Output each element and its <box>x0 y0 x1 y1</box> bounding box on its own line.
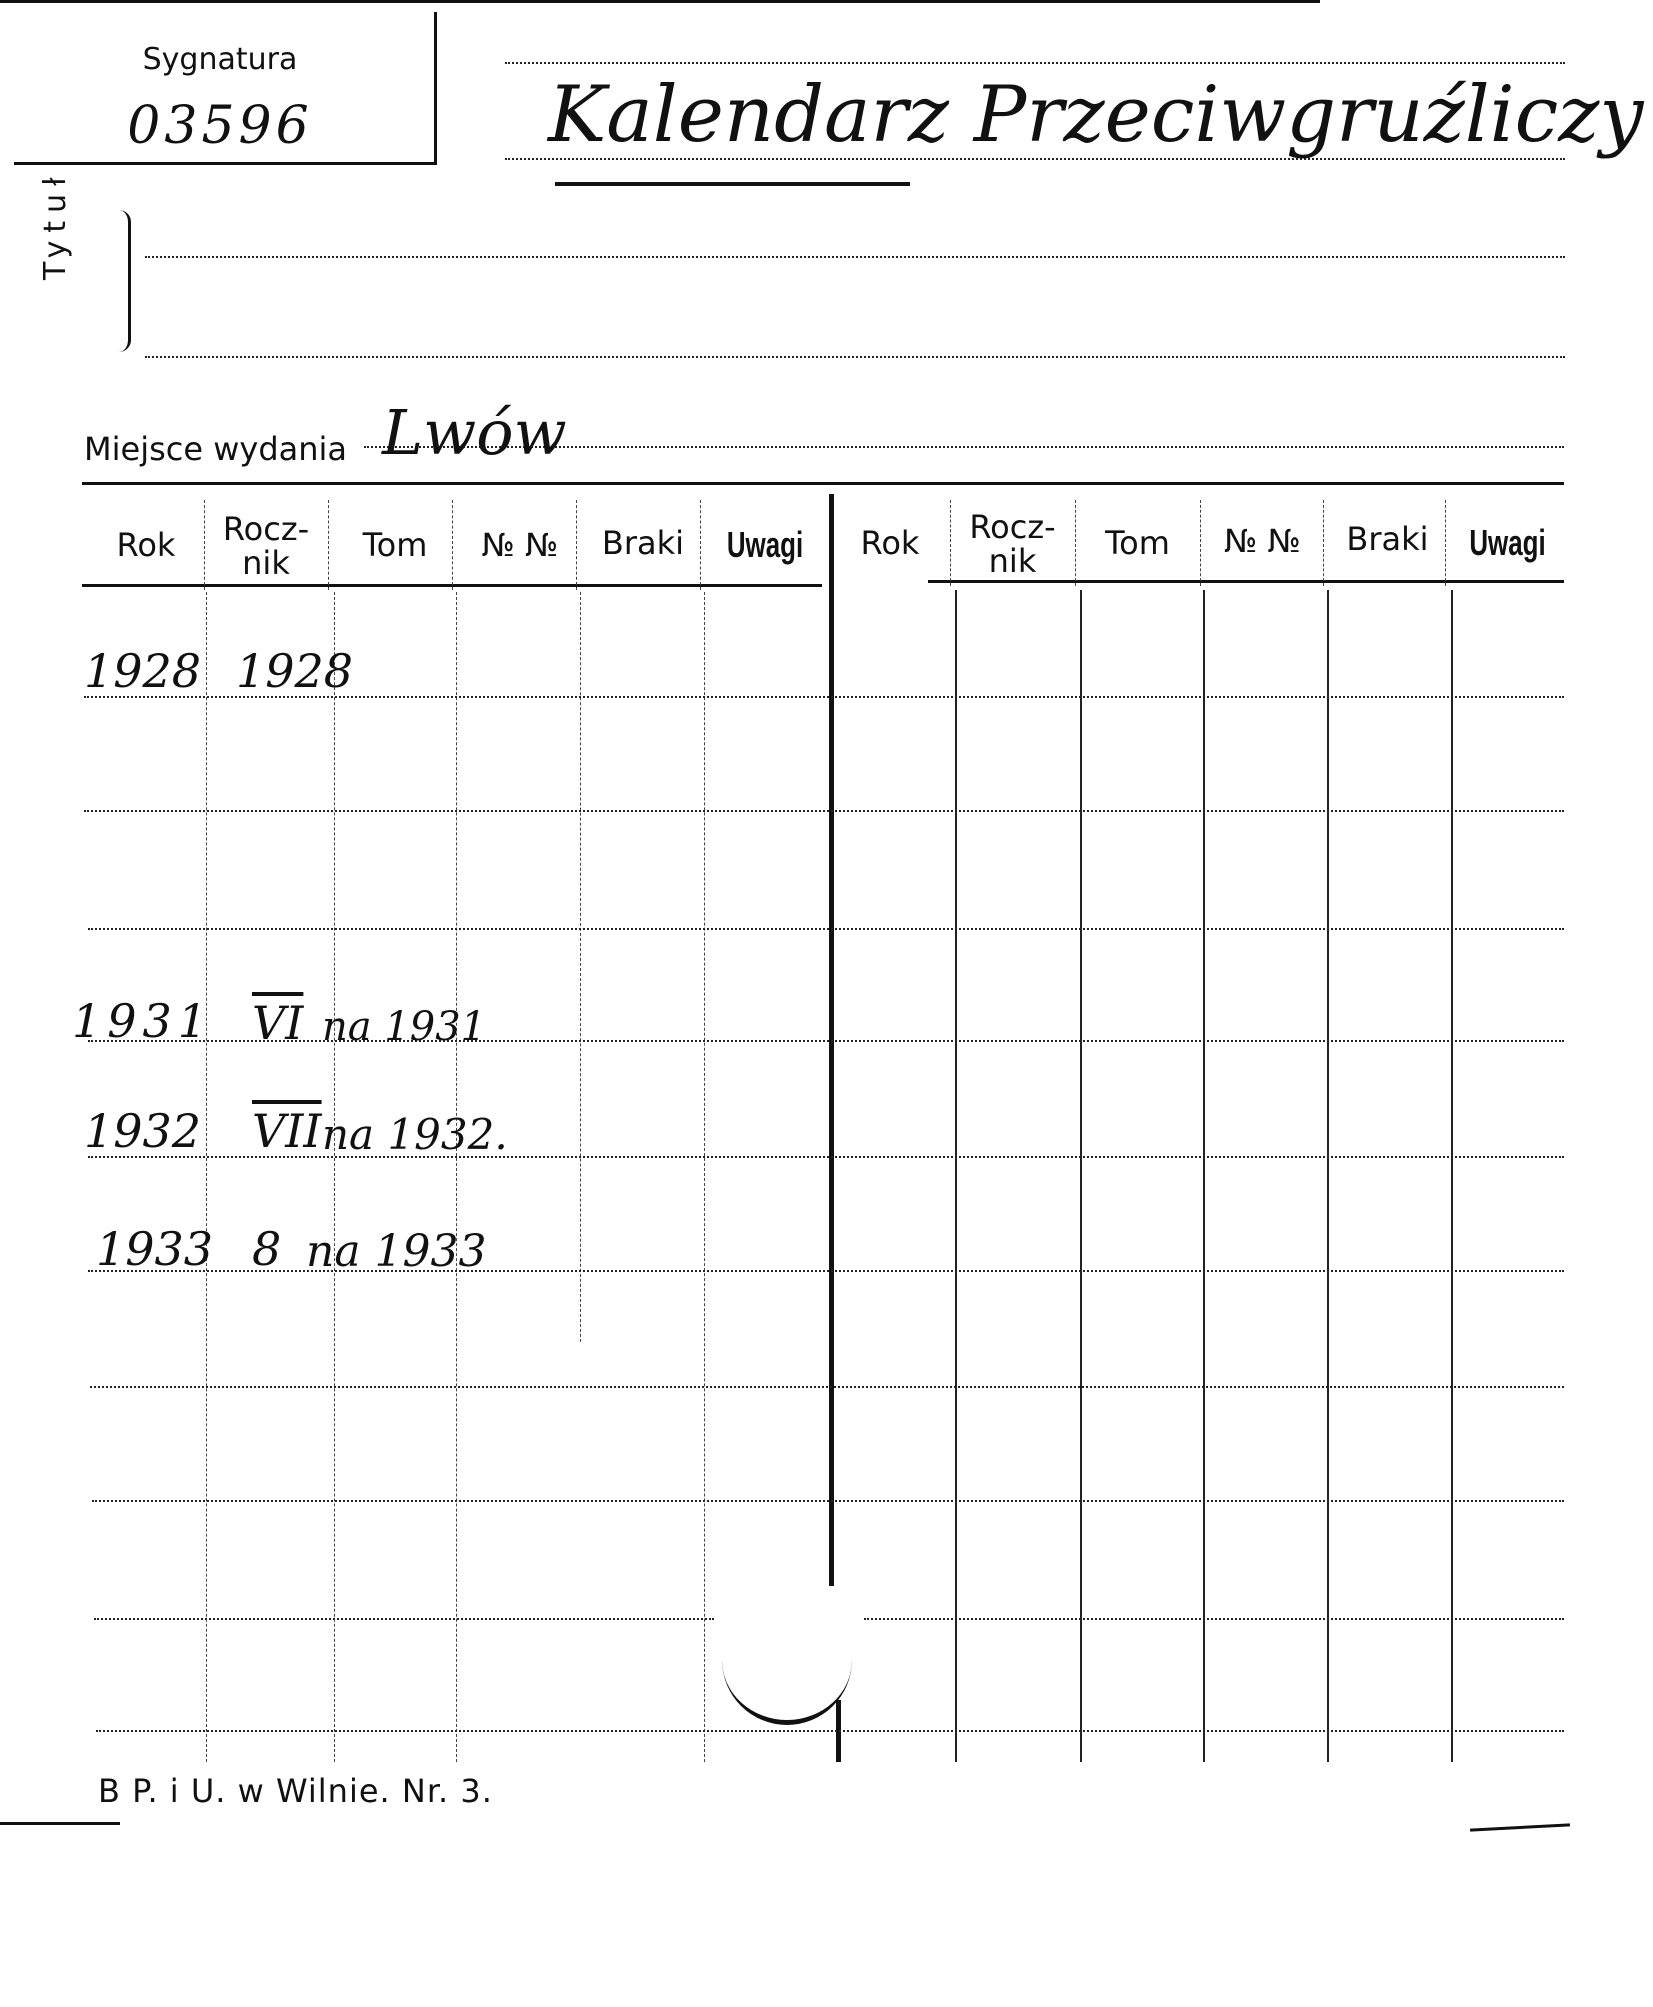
title-line-4 <box>145 356 1565 358</box>
table-top-line <box>82 482 1564 485</box>
place-label: Miejsce wydania <box>84 430 348 468</box>
column-divider <box>955 590 957 1762</box>
entry-year: 1933 <box>96 1222 214 1276</box>
column-divider <box>334 592 335 1762</box>
row-line <box>88 928 1564 930</box>
header-bottom-line-right <box>928 580 1564 583</box>
header-divider <box>950 500 951 586</box>
binding-hole-arc <box>722 1620 852 1725</box>
title-line-1 <box>505 62 1565 64</box>
title-line-3 <box>145 256 1565 258</box>
column-divider <box>704 592 705 1762</box>
row-line <box>864 1618 1564 1620</box>
signature-label: Sygnatura <box>142 42 298 77</box>
header-nrnr-left: № № <box>481 526 559 564</box>
title-label: Tytuł <box>38 169 73 280</box>
header-nrnr-right: № № <box>1224 522 1301 560</box>
signature-value: 03596 <box>127 96 313 156</box>
header-rocznik-right: Rocz- nik <box>969 508 1056 580</box>
header-uwagi-left: Uwagi <box>726 524 804 565</box>
header-rok-left: Rok <box>116 526 176 564</box>
row-line <box>90 1386 1564 1388</box>
column-divider <box>1451 590 1453 1762</box>
entry-volume: 8 <box>252 1222 282 1276</box>
column-divider <box>580 592 581 1342</box>
entry-tom: na 1932. <box>322 1110 508 1159</box>
place-value: Lwów <box>382 396 567 469</box>
header-braki-left: Braki <box>601 524 685 562</box>
header-divider <box>576 500 577 590</box>
title-underline <box>555 182 910 186</box>
top-edge-line <box>0 0 1320 3</box>
footer-imprint: B P. i U. w Wilnie. Nr. 3. <box>98 1772 493 1810</box>
row-line <box>88 1040 1564 1042</box>
title-brace <box>114 210 131 352</box>
entry-tom: na 1931 <box>322 1004 487 1050</box>
entry-volume: $\overline{VII}$ <box>252 1104 322 1158</box>
header-divider <box>1075 500 1076 586</box>
header-divider <box>328 500 329 590</box>
bottom-edge-mark-left <box>0 1822 120 1825</box>
column-divider <box>456 592 457 1762</box>
row-line <box>96 1730 1564 1732</box>
entry-volume: 1928 <box>236 644 354 698</box>
header-tom-right: Tom <box>1105 524 1170 562</box>
entry-tom: na 1933 <box>306 1226 487 1277</box>
header-divider <box>700 500 701 590</box>
bottom-edge-mark-right <box>1470 1823 1570 1831</box>
header-divider <box>452 500 453 590</box>
entry-year: 1928 <box>84 644 202 698</box>
entry-year: 1931 <box>72 994 214 1048</box>
column-divider <box>1203 590 1205 1762</box>
column-divider <box>1080 590 1082 1762</box>
entry-year: 1932 <box>84 1104 202 1158</box>
row-line <box>84 810 1564 812</box>
header-tom-left: Tom <box>362 526 428 564</box>
header-divider <box>204 500 205 590</box>
row-line <box>92 1500 1564 1502</box>
column-divider <box>206 592 207 1762</box>
header-divider <box>1200 500 1201 586</box>
header-rok-right: Rok <box>860 524 920 562</box>
row-line <box>94 1618 714 1620</box>
header-braki-right: Braki <box>1346 520 1429 558</box>
title-value: Kalendarz Przeciwgruźliczy <box>548 70 1644 160</box>
header-divider <box>1445 500 1446 586</box>
entry-volume: $\overline{VI}$ <box>252 996 304 1050</box>
column-divider <box>1327 590 1329 1762</box>
header-uwagi-right: Uwagi <box>1469 522 1546 563</box>
header-divider <box>1323 500 1324 586</box>
header-rocznik-left: Rocz- nik <box>222 510 310 582</box>
